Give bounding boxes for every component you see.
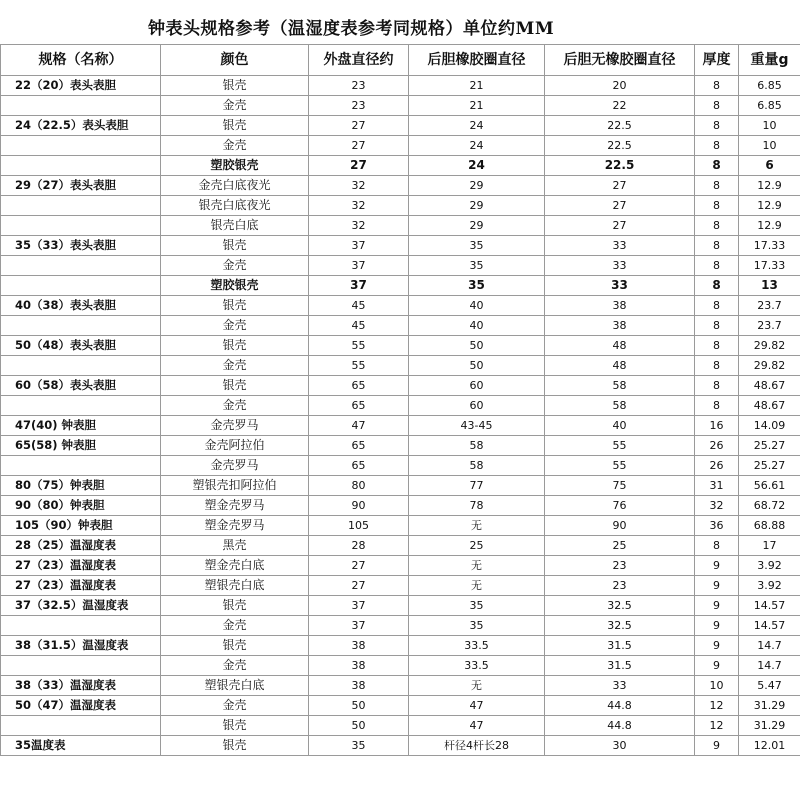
cell-thickness[interactable]: 9 [695,736,739,756]
cell-noring-diameter[interactable]: 27 [545,176,695,196]
cell-color[interactable]: 金壳 [161,696,309,716]
cell-outer-diameter[interactable]: 35 [309,736,409,756]
cell-name[interactable] [1,276,161,296]
cell-name[interactable]: 50（48）表头表胆 [1,336,161,356]
cell-outer-diameter[interactable]: 55 [309,356,409,376]
table-row [1,496,800,516]
table-row [1,416,800,436]
cell-ring-diameter[interactable]: 无 [409,676,545,696]
cell-weight[interactable]: 10 [739,136,800,156]
cell-outer-diameter[interactable]: 37 [309,236,409,256]
cell-name[interactable] [1,316,161,336]
cell-outer-diameter[interactable]: 37 [309,596,409,616]
cell-weight[interactable]: 23.7 [739,296,800,316]
cell-color[interactable]: 银壳 [161,636,309,656]
cell-weight[interactable]: 29.82 [739,356,800,376]
cell-color[interactable]: 金壳 [161,356,309,376]
cell-noring-diameter[interactable]: 55 [545,456,695,476]
cell-color[interactable]: 塑金壳罗马 [161,496,309,516]
cell-ring-diameter[interactable]: 29 [409,176,545,196]
table-row [1,436,800,456]
cell-name[interactable] [1,216,161,236]
cell-outer-diameter[interactable]: 32 [309,196,409,216]
cell-color[interactable]: 金壳 [161,616,309,636]
table-row [1,556,800,576]
cell-name[interactable] [1,616,161,636]
table-row [1,576,800,596]
header-outer-diameter[interactable]: 外盘直径约 [309,45,409,76]
cell-color[interactable]: 银壳 [161,76,309,96]
cell-ring-diameter[interactable]: 47 [409,716,545,736]
cell-color[interactable]: 银壳 [161,716,309,736]
cell-weight[interactable]: 29.82 [739,336,800,356]
header-noring-diameter[interactable]: 后胆无橡胶圈直径 [545,45,695,76]
cell-name[interactable]: 60（58）表头表胆 [1,376,161,396]
cell-ring-diameter[interactable]: 33.5 [409,656,545,676]
cell-weight[interactable]: 12.9 [739,216,800,236]
cell-thickness[interactable]: 8 [695,216,739,236]
cell-ring-diameter[interactable]: 无 [409,516,545,536]
cell-outer-diameter[interactable]: 90 [309,496,409,516]
cell-ring-diameter[interactable]: 21 [409,76,545,96]
cell-outer-diameter[interactable]: 28 [309,536,409,556]
cell-ring-diameter[interactable]: 35 [409,256,545,276]
cell-noring-diameter[interactable]: 25 [545,536,695,556]
cell-weight[interactable]: 17.33 [739,256,800,276]
cell-noring-diameter[interactable]: 48 [545,336,695,356]
cell-thickness[interactable]: 9 [695,616,739,636]
cell-color[interactable]: 金壳阿拉伯 [161,436,309,456]
cell-thickness[interactable]: 8 [695,136,739,156]
table-row [1,156,800,176]
cell-noring-diameter[interactable]: 48 [545,356,695,376]
cell-noring-diameter[interactable]: 40 [545,416,695,436]
cell-ring-diameter[interactable]: 60 [409,396,545,416]
cell-name[interactable]: 38（33）温湿度表 [1,676,161,696]
cell-outer-diameter[interactable]: 45 [309,296,409,316]
cell-outer-diameter[interactable]: 27 [309,116,409,136]
table-row [1,456,800,476]
cell-ring-diameter[interactable]: 50 [409,336,545,356]
cell-name[interactable]: 47(40) 钟表胆 [1,416,161,436]
cell-thickness[interactable]: 36 [695,516,739,536]
header-row [1,45,800,76]
cell-outer-diameter[interactable]: 38 [309,676,409,696]
cell-thickness[interactable]: 9 [695,656,739,676]
table-row [1,476,800,496]
cell-color[interactable]: 金壳罗马 [161,416,309,436]
cell-color[interactable]: 塑银壳白底 [161,676,309,696]
cell-ring-diameter[interactable]: 24 [409,136,545,156]
table-body [1,76,800,756]
cell-name[interactable]: 38（31.5）温湿度表 [1,636,161,656]
cell-ring-diameter[interactable]: 50 [409,356,545,376]
cell-weight[interactable]: 68.88 [739,516,800,536]
cell-ring-diameter[interactable]: 33.5 [409,636,545,656]
cell-weight[interactable]: 25.27 [739,436,800,456]
cell-weight[interactable]: 10 [739,116,800,136]
cell-name[interactable]: 105（90）钟表胆 [1,516,161,536]
cell-ring-diameter[interactable]: 24 [409,156,545,176]
cell-noring-diameter[interactable]: 20 [545,76,695,96]
cell-outer-diameter[interactable]: 23 [309,76,409,96]
cell-noring-diameter[interactable]: 31.5 [545,636,695,656]
cell-name[interactable]: 50（47）温湿度表 [1,696,161,716]
cell-weight[interactable]: 56.61 [739,476,800,496]
header-ring-diameter[interactable]: 后胆橡胶圈直径 [409,45,545,76]
cell-ring-diameter[interactable]: 40 [409,316,545,336]
table-row [1,676,800,696]
cell-outer-diameter[interactable]: 27 [309,556,409,576]
cell-noring-diameter[interactable]: 44.8 [545,696,695,716]
cell-noring-diameter[interactable]: 75 [545,476,695,496]
cell-thickness[interactable]: 8 [695,116,739,136]
cell-thickness[interactable]: 8 [695,176,739,196]
cell-weight[interactable]: 17 [739,536,800,556]
cell-noring-diameter[interactable]: 22.5 [545,116,695,136]
cell-outer-diameter[interactable]: 38 [309,636,409,656]
cell-color[interactable]: 塑银壳扣阿拉伯 [161,476,309,496]
cell-weight[interactable]: 14.7 [739,636,800,656]
cell-ring-diameter[interactable]: 24 [409,116,545,136]
cell-weight[interactable]: 14.57 [739,616,800,636]
cell-name[interactable]: 24（22.5）表头表胆 [1,116,161,136]
cell-noring-diameter[interactable]: 22.5 [545,136,695,156]
cell-outer-diameter[interactable]: 50 [309,696,409,716]
cell-thickness[interactable]: 8 [695,156,739,176]
cell-thickness[interactable]: 8 [695,96,739,116]
table-row [1,616,800,636]
cell-weight[interactable]: 3.92 [739,576,800,596]
cell-weight[interactable]: 12.9 [739,176,800,196]
cell-thickness[interactable]: 8 [695,356,739,376]
cell-color[interactable]: 金壳 [161,96,309,116]
cell-noring-diameter[interactable]: 38 [545,316,695,336]
cell-weight[interactable]: 17.33 [739,236,800,256]
cell-ring-diameter[interactable]: 无 [409,556,545,576]
cell-outer-diameter[interactable]: 27 [309,156,409,176]
cell-color[interactable]: 银壳 [161,596,309,616]
table-row [1,236,800,256]
cell-color[interactable]: 金壳 [161,656,309,676]
title-row[interactable] [0,0,800,45]
table-row [1,656,800,676]
cell-weight[interactable]: 3.92 [739,556,800,576]
cell-color[interactable]: 银壳白底夜光 [161,196,309,216]
cell-thickness[interactable]: 9 [695,556,739,576]
cell-name[interactable]: 27（23）温湿度表 [1,556,161,576]
cell-weight[interactable]: 25.27 [739,456,800,476]
cell-weight[interactable]: 12.01 [739,736,800,756]
cell-weight[interactable]: 6 [739,156,800,176]
cell-noring-diameter[interactable]: 32.5 [545,596,695,616]
cell-color[interactable]: 银壳白底 [161,216,309,236]
cell-name[interactable]: 35（33）表头表胆 [1,236,161,256]
table-row [1,536,800,556]
cell-outer-diameter[interactable]: 23 [309,96,409,116]
cell-thickness[interactable]: 8 [695,276,739,296]
cell-noring-diameter[interactable]: 32.5 [545,616,695,636]
cell-outer-diameter[interactable]: 65 [309,376,409,396]
cell-color[interactable]: 金壳 [161,316,309,336]
cell-color[interactable]: 银壳 [161,116,309,136]
cell-thickness[interactable]: 8 [695,396,739,416]
cell-noring-diameter[interactable]: 33 [545,276,695,296]
cell-color[interactable]: 塑金壳白底 [161,556,309,576]
cell-color[interactable]: 金壳白底夜光 [161,176,309,196]
cell-name[interactable] [1,256,161,276]
cell-outer-diameter[interactable]: 37 [309,276,409,296]
table-row [1,636,800,656]
cell-name[interactable] [1,156,161,176]
cell-thickness[interactable]: 8 [695,296,739,316]
cell-noring-diameter[interactable]: 31.5 [545,656,695,676]
cell-color[interactable]: 金壳罗马 [161,456,309,476]
table-row [1,356,800,376]
cell-weight[interactable]: 14.09 [739,416,800,436]
cell-thickness[interactable]: 9 [695,596,739,616]
table-row [1,316,800,336]
cell-thickness[interactable]: 8 [695,376,739,396]
cell-outer-diameter[interactable]: 50 [309,716,409,736]
table-row [1,276,800,296]
cell-ring-diameter[interactable]: 40 [409,296,545,316]
cell-thickness[interactable]: 8 [695,336,739,356]
cell-weight[interactable]: 5.47 [739,676,800,696]
page-title: 钟表头规格参考（温湿度表参考同规格）单位约MM [148,19,555,39]
cell-ring-diameter[interactable]: 25 [409,536,545,556]
cell-color[interactable]: 金壳 [161,396,309,416]
cell-ring-diameter[interactable]: 杆径4杆长28 [409,736,545,756]
cell-noring-diameter[interactable]: 90 [545,516,695,536]
cell-thickness[interactable]: 8 [695,236,739,256]
cell-ring-diameter[interactable]: 29 [409,196,545,216]
cell-thickness[interactable]: 10 [695,676,739,696]
cell-thickness[interactable]: 8 [695,76,739,96]
cell-name[interactable] [1,716,161,736]
table-row [1,296,800,316]
spec-table [0,44,800,756]
cell-name[interactable]: 37（32.5）温湿度表 [1,596,161,616]
cell-thickness[interactable]: 26 [695,456,739,476]
cell-noring-diameter[interactable]: 55 [545,436,695,456]
cell-weight[interactable]: 48.67 [739,396,800,416]
cell-name[interactable] [1,136,161,156]
cell-name[interactable]: 90（80）钟表胆 [1,496,161,516]
cell-noring-diameter[interactable]: 44.8 [545,716,695,736]
header-color[interactable]: 颜色 [161,45,309,76]
cell-name[interactable] [1,196,161,216]
cell-name[interactable]: 40（38）表头表胆 [1,296,161,316]
cell-name[interactable]: 28（25）温湿度表 [1,536,161,556]
table-row [1,196,800,216]
cell-thickness[interactable]: 12 [695,716,739,736]
cell-color[interactable]: 塑金壳罗马 [161,516,309,536]
table-row [1,116,800,136]
table-row [1,76,800,96]
cell-color[interactable]: 金壳 [161,256,309,276]
cell-thickness[interactable]: 9 [695,636,739,656]
cell-color[interactable]: 银壳 [161,296,309,316]
cell-thickness[interactable]: 9 [695,576,739,596]
cell-name[interactable]: 27（23）温湿度表 [1,576,161,596]
cell-color[interactable]: 银壳 [161,376,309,396]
header-weight[interactable]: 重量g [739,45,800,76]
cell-name[interactable]: 29（27）表头表胆 [1,176,161,196]
cell-ring-diameter[interactable]: 60 [409,376,545,396]
cell-ring-diameter[interactable]: 47 [409,696,545,716]
cell-weight[interactable]: 31.29 [739,696,800,716]
cell-weight[interactable]: 14.7 [739,656,800,676]
cell-noring-diameter[interactable]: 22 [545,96,695,116]
cell-name[interactable]: 22（20）表头表胆 [1,76,161,96]
cell-noring-diameter[interactable]: 27 [545,196,695,216]
cell-outer-diameter[interactable]: 65 [309,436,409,456]
cell-outer-diameter[interactable]: 32 [309,216,409,236]
cell-thickness[interactable]: 32 [695,496,739,516]
cell-ring-diameter[interactable]: 35 [409,616,545,636]
cell-ring-diameter[interactable]: 29 [409,216,545,236]
table-row [1,376,800,396]
cell-outer-diameter[interactable]: 38 [309,656,409,676]
cell-outer-diameter[interactable]: 45 [309,316,409,336]
cell-outer-diameter[interactable]: 55 [309,336,409,356]
cell-noring-diameter[interactable]: 22.5 [545,156,695,176]
cell-ring-diameter[interactable]: 21 [409,96,545,116]
cell-outer-diameter[interactable]: 27 [309,576,409,596]
cell-outer-diameter[interactable]: 37 [309,256,409,276]
table-row [1,136,800,156]
cell-color[interactable]: 银壳 [161,336,309,356]
cell-outer-diameter[interactable]: 105 [309,516,409,536]
header-thickness[interactable]: 厚度 [695,45,739,76]
cell-name[interactable]: 80（75）钟表胆 [1,476,161,496]
cell-outer-diameter[interactable]: 27 [309,136,409,156]
cell-thickness[interactable]: 31 [695,476,739,496]
cell-ring-diameter[interactable]: 35 [409,276,545,296]
cell-color[interactable]: 银壳 [161,736,309,756]
cell-name[interactable] [1,356,161,376]
cell-ring-diameter[interactable]: 无 [409,576,545,596]
cell-name[interactable] [1,396,161,416]
cell-noring-diameter[interactable]: 23 [545,576,695,596]
cell-weight[interactable]: 14.57 [739,596,800,616]
table-row [1,596,800,616]
cell-noring-diameter[interactable]: 58 [545,396,695,416]
header-spec-name[interactable]: 规格（名称） [1,45,161,76]
cell-thickness[interactable]: 12 [695,696,739,716]
cell-color[interactable]: 黑壳 [161,536,309,556]
table-row [1,696,800,716]
cell-outer-diameter[interactable]: 47 [309,416,409,436]
cell-outer-diameter[interactable]: 65 [309,396,409,416]
cell-ring-diameter[interactable]: 35 [409,596,545,616]
cell-weight[interactable]: 6.85 [739,96,800,116]
cell-color[interactable]: 金壳 [161,136,309,156]
cell-thickness[interactable]: 8 [695,536,739,556]
cell-noring-diameter[interactable]: 33 [545,236,695,256]
table-row [1,396,800,416]
cell-color[interactable]: 银壳 [161,236,309,256]
table-row [1,716,800,736]
cell-thickness[interactable]: 8 [695,316,739,336]
cell-noring-diameter[interactable]: 58 [545,376,695,396]
cell-color[interactable]: 塑胶银壳 [161,156,309,176]
cell-outer-diameter[interactable]: 32 [309,176,409,196]
cell-ring-diameter[interactable]: 78 [409,496,545,516]
cell-weight[interactable]: 31.29 [739,716,800,736]
cell-name[interactable]: 35温度表 [1,736,161,756]
table-row [1,336,800,356]
cell-ring-diameter[interactable]: 35 [409,236,545,256]
cell-name[interactable] [1,656,161,676]
cell-weight[interactable]: 6.85 [739,76,800,96]
table-row [1,256,800,276]
cell-noring-diameter[interactable]: 23 [545,556,695,576]
cell-ring-diameter[interactable]: 58 [409,436,545,456]
table-row [1,216,800,236]
cell-color[interactable]: 塑银壳白底 [161,576,309,596]
cell-thickness[interactable]: 8 [695,256,739,276]
cell-name[interactable]: 65(58) 钟表胆 [1,436,161,456]
cell-ring-diameter[interactable]: 43-45 [409,416,545,436]
cell-weight[interactable]: 23.7 [739,316,800,336]
cell-outer-diameter[interactable]: 80 [309,476,409,496]
cell-color[interactable]: 塑胶银壳 [161,276,309,296]
cell-noring-diameter[interactable]: 38 [545,296,695,316]
table-row [1,96,800,116]
cell-thickness[interactable]: 16 [695,416,739,436]
cell-noring-diameter[interactable]: 30 [545,736,695,756]
cell-ring-diameter[interactable]: 58 [409,456,545,476]
cell-thickness[interactable]: 8 [695,196,739,216]
table-row [1,736,800,756]
cell-noring-diameter[interactable]: 27 [545,216,695,236]
table-row [1,176,800,196]
cell-weight[interactable]: 12.9 [739,196,800,216]
cell-weight[interactable]: 68.72 [739,496,800,516]
cell-outer-diameter[interactable]: 65 [309,456,409,476]
table-row [1,516,800,536]
cell-name[interactable] [1,456,161,476]
cell-thickness[interactable]: 26 [695,436,739,456]
cell-weight[interactable]: 48.67 [739,376,800,396]
cell-weight[interactable]: 13 [739,276,800,296]
cell-noring-diameter[interactable]: 33 [545,256,695,276]
cell-noring-diameter[interactable]: 33 [545,676,695,696]
cell-outer-diameter[interactable]: 37 [309,616,409,636]
cell-name[interactable] [1,96,161,116]
cell-ring-diameter[interactable]: 77 [409,476,545,496]
cell-noring-diameter[interactable]: 76 [545,496,695,516]
